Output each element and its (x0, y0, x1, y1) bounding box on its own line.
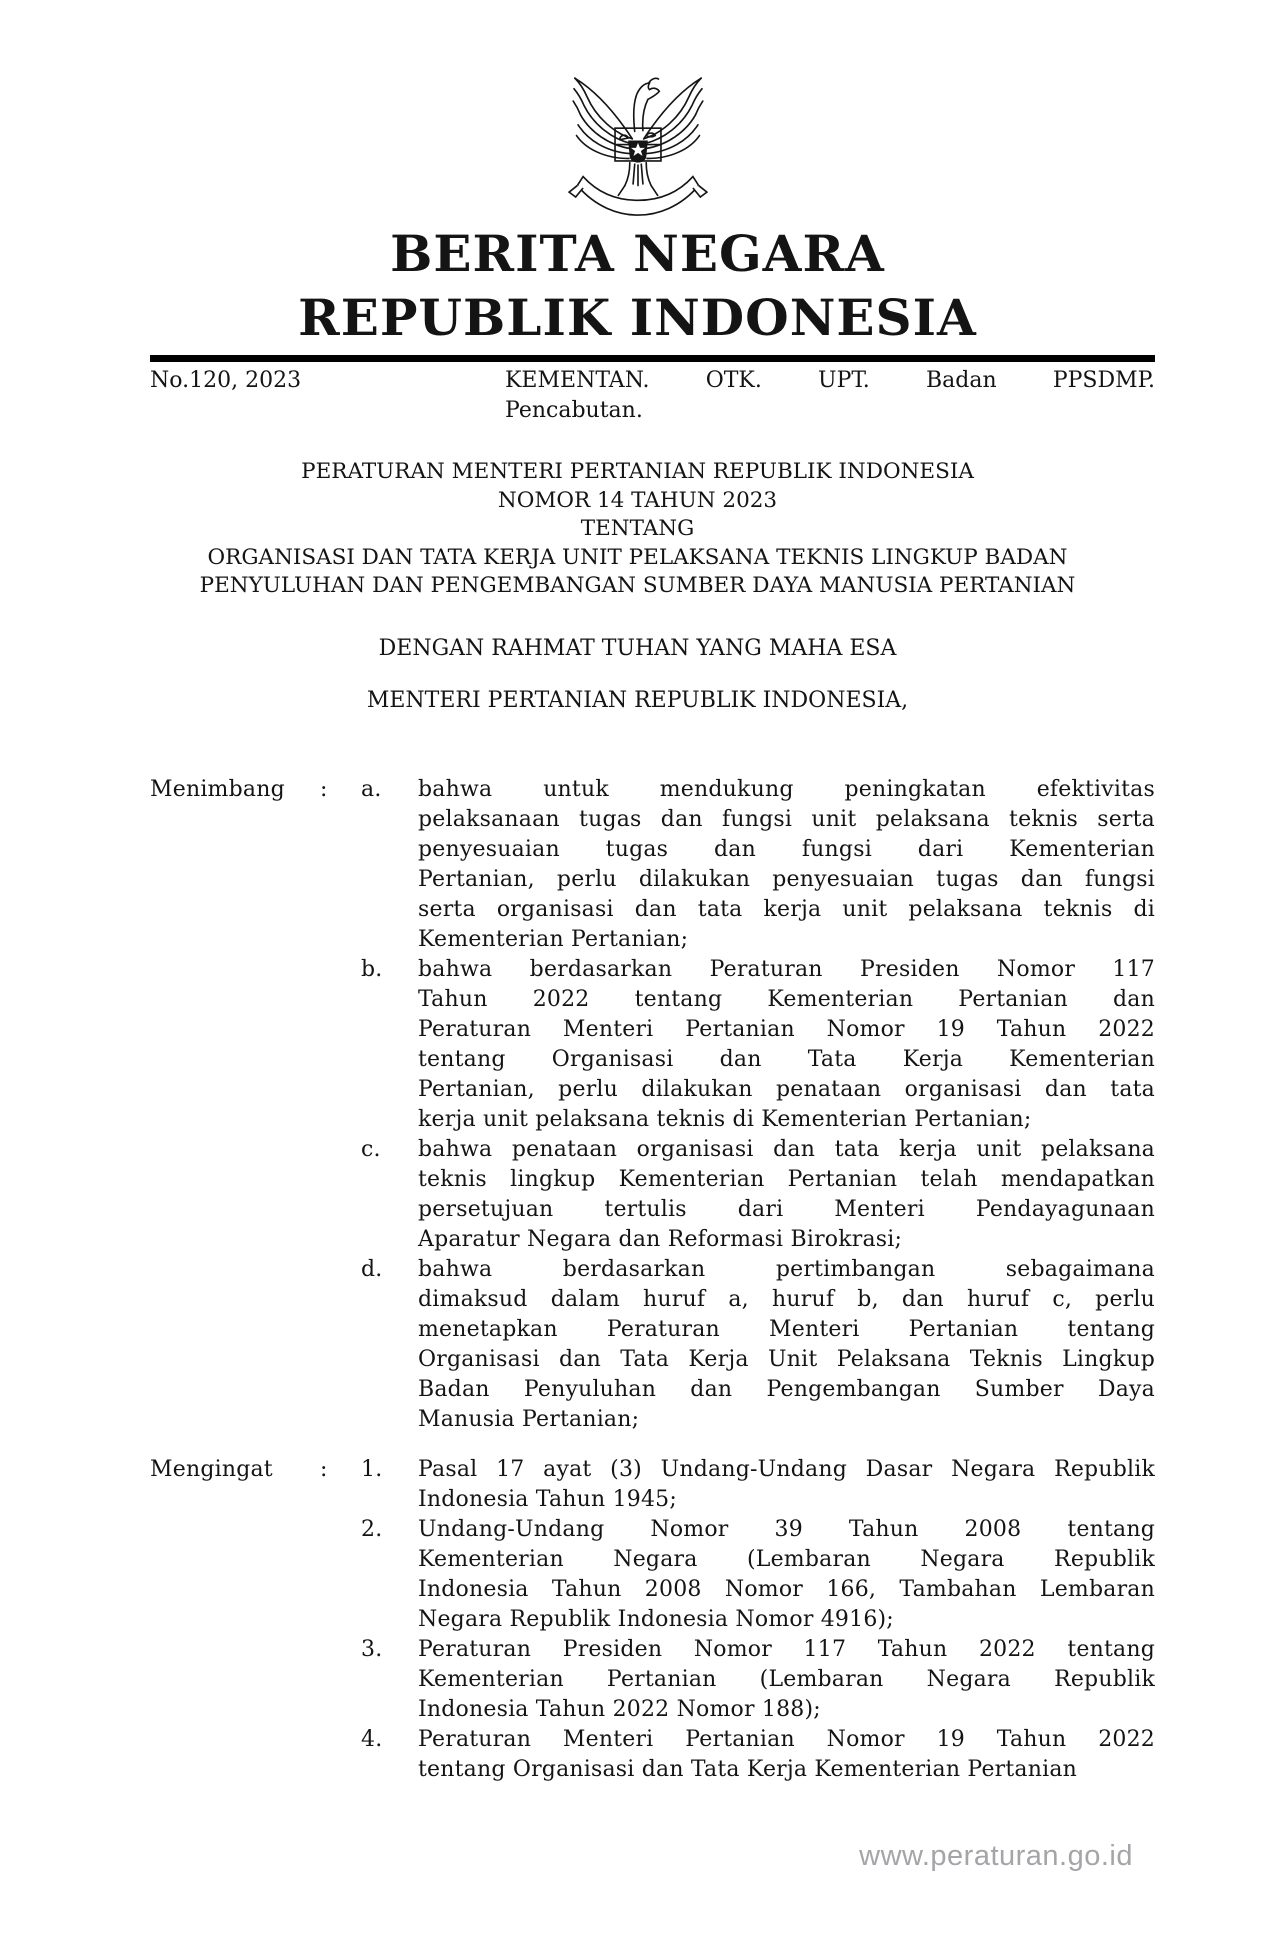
list-item-text: bahwa untuk mendukung peningkatan efektivitas pelaksanaan tugas dan fungsi unit pelaksana teknis serta penyesuaian tugas dan fungsi dari Kementerian Pertanian, perlu dilakukan penyesuaian tugas dan fungsi serta organisasi dan tata kerja unit pelaksana teknis di Kementerian Pertanian; (418, 776, 1155, 952)
gazette-number: No.120, 2023 (150, 368, 302, 393)
title-line-4: ORGANISASI DAN TATA KERJA UNIT PELAKSANA TEKNIS LINGKUP BADAN (207, 544, 1068, 570)
gazette-header (150, 366, 1155, 426)
list-item (361, 1135, 1155, 1255)
mengingat-label: Mengingat (150, 1456, 273, 1482)
list-item (361, 1725, 1155, 1785)
list-marker: b. (361, 956, 383, 982)
list-marker: 4. (361, 1726, 383, 1752)
list-item-text: bahwa berdasarkan pertimbangan sebagaimana dimaksud dalam huruf a, huruf b, dan huruf c, perlu menetapkan Peraturan Menteri Pertanian tentang Organisasi dan Tata Kerja Unit Pelaksana Teknis Lingkup Badan Penyuluhan dan Pengembangan Sumber Daya Manusia Pertanian; (418, 1256, 1155, 1432)
mengingat-section (150, 1455, 1155, 1785)
menimbang-items (361, 775, 1155, 1435)
list-item (361, 955, 1155, 1135)
garuda-pancasila-icon (564, 56, 712, 220)
menimbang-label: Menimbang (150, 776, 285, 802)
list-item (361, 1255, 1155, 1435)
title-line-2: NOMOR 14 TAHUN 2023 (497, 487, 778, 513)
title-line-5: PENYULUHAN DAN PENGEMBANGAN SUMBER DAYA MANUSIA PERTANIAN (199, 573, 1076, 598)
watermark-url: www.peraturan.go.id (859, 1840, 1133, 1872)
masthead-line-2: REPUBLIK INDONESIA (298, 288, 977, 347)
list-item-text: Pasal 17 ayat (3) Undang-Undang Dasar Negara Republik Indonesia Tahun 1945; (418, 1456, 1155, 1512)
list-item-text: bahwa berdasarkan Peraturan Presiden Nomor 117 Tahun 2022 tentang Kementerian Pertanian dan Peraturan Menteri Pertanian Nomor 19 Tahun 2022 tentang Organisasi dan Tata Kerja Kementerian Pertanian, perlu dilakukan penataan organisasi dan tata kerja unit pelaksana teknis di Kementerian Pertanian; (418, 956, 1155, 1132)
authority-line: MENTERI PERTANIAN REPUBLIK INDONESIA, (366, 687, 909, 713)
garuda-pancasila-emblem (564, 56, 712, 220)
mengingat-items (361, 1455, 1155, 1785)
menimbang-colon: : (320, 776, 328, 802)
list-marker: a. (361, 776, 382, 802)
list-item (361, 1515, 1155, 1635)
masthead (135, 222, 1140, 350)
list-item-text: Peraturan Presiden Nomor 117 Tahun 2022 tentang Kementerian Pertanian (Lembaran Negara Republik Indonesia Tahun 2022 Nomor 188); (418, 1636, 1155, 1722)
menimbang-section (150, 775, 1155, 1435)
list-marker: 3. (361, 1636, 383, 1662)
list-marker: d. (361, 1256, 383, 1282)
masthead-rule (150, 355, 1155, 362)
list-item (361, 1455, 1155, 1515)
subject-line-2: Pencabutan. (505, 398, 643, 423)
list-marker: 1. (361, 1456, 383, 1482)
list-item (361, 775, 1155, 955)
list-marker: 2. (361, 1516, 383, 1542)
list-marker: c. (361, 1136, 381, 1162)
mengingat-colon: : (320, 1456, 328, 1482)
masthead-line-1: BERITA NEGARA (390, 224, 885, 283)
subject-line-1: KEMENTAN. OTK. UPT. Badan PPSDMP. (505, 368, 1155, 393)
title-line-3: TENTANG (580, 516, 695, 541)
invocation-line: DENGAN RAHMAT TUHAN YANG MAHA ESA (378, 635, 897, 661)
list-item-text: Peraturan Menteri Pertanian Nomor 19 Tahun 2022 tentang Organisasi dan Tata Kerja Kementerian Pertanian (418, 1726, 1155, 1782)
list-item-text: bahwa penataan organisasi dan tata kerja unit pelaksana teknis lingkup Kementerian Pertanian telah mendapatkan persetujuan tertulis dari Menteri Pendayagunaan Aparatur Negara dan Reformasi Birokrasi; (418, 1136, 1155, 1252)
list-item-text: Undang-Undang Nomor 39 Tahun 2008 tentang Kementerian Negara (Lembaran Negara Republik Indonesia Tahun 2008 Nomor 166, Tambahan Lembaran Negara Republik Indonesia Nomor 4916); (418, 1516, 1155, 1632)
list-item (361, 1635, 1155, 1725)
title-line-1: PERATURAN MENTERI PERTANIAN REPUBLIK INDONESIA (301, 459, 974, 484)
subject-keywords (505, 366, 1155, 426)
regulation-title (135, 458, 1140, 601)
